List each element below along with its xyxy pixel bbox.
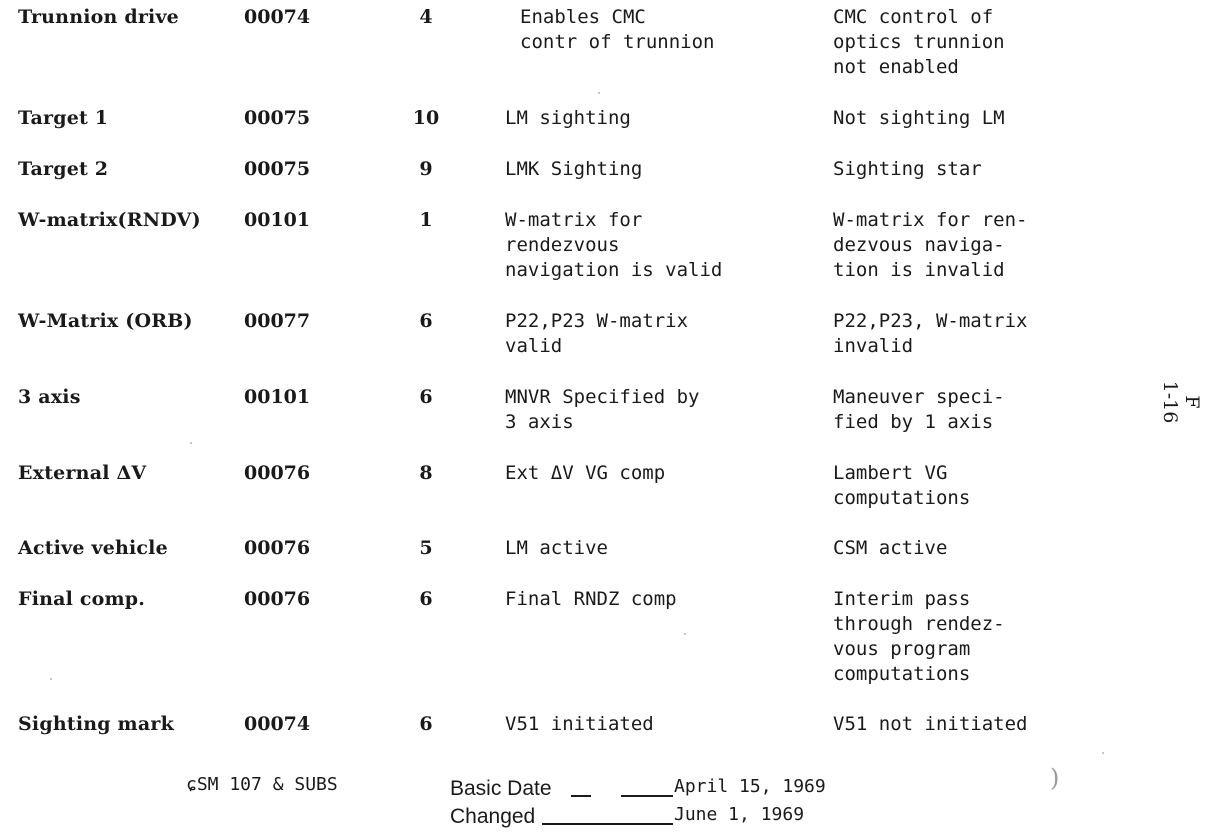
flag-address: 00075 [244, 158, 311, 180]
reset-meaning: V51 not initiated [833, 713, 1028, 735]
table-row [0, 587, 1080, 685]
set-meaning: Ext ΔV VG comp [505, 462, 666, 484]
basic-date-rule [571, 795, 591, 797]
table-row [0, 208, 1080, 298]
flag-bit: 1 [419, 209, 433, 231]
changed-date-value: June 1, 1969 [674, 804, 805, 825]
flag-bit: 10 [412, 107, 440, 129]
scan-speck [50, 678, 52, 680]
flag-address: 00076 [244, 462, 311, 484]
set-meaning: P22,P23 W-matrix valid [505, 310, 689, 357]
changed-date-line [450, 802, 870, 830]
reset-meaning: Sighting star [833, 158, 982, 180]
flag-bit: 4 [419, 6, 433, 28]
flag-bit: 8 [419, 462, 433, 484]
document-id: ɕSM 107 & SUBS [186, 774, 338, 795]
flag-name: Sighting mark [18, 713, 174, 735]
basic-date-line [450, 774, 870, 802]
flag-name: Active vehicle [18, 537, 168, 559]
page-number-tab [1133, 372, 1203, 432]
set-meaning: V51 initiated [505, 713, 654, 735]
set-meaning: LM active [505, 537, 608, 559]
changed-date-label: Changed [450, 805, 536, 828]
basic-date-label: Basic Date [450, 777, 552, 800]
section-letter: F [1181, 395, 1203, 409]
flag-address: 00074 [244, 6, 311, 28]
reset-meaning: CSM active [833, 537, 948, 559]
flag-address: 00076 [244, 588, 311, 610]
set-meaning: MNVR Specified by 3 axis [505, 386, 700, 433]
revision-block [450, 774, 870, 834]
changed-date-rule [542, 823, 673, 825]
flag-name: 3 axis [18, 386, 81, 408]
flag-name: Final comp. [18, 588, 146, 610]
reset-meaning: Lambert VG computations [833, 462, 971, 509]
flag-address: 00101 [244, 209, 311, 231]
reset-meaning: Maneuver speci- fied by 1 axis [833, 386, 1005, 433]
flag-bit: 6 [419, 386, 433, 408]
flag-name: External ΔV [18, 462, 147, 484]
set-meaning: LM sighting [505, 107, 631, 129]
flag-name: Target 2 [18, 158, 109, 180]
flag-name: W-matrix(RNDV) [18, 209, 201, 231]
set-meaning: Final RNDZ comp [505, 588, 677, 610]
flag-bit: 6 [419, 310, 433, 332]
reset-meaning: W-matrix for ren- dezvous naviga- tion is invalid [833, 209, 1028, 281]
flag-bit: 9 [419, 158, 433, 180]
stray-mark: ) [1050, 764, 1060, 792]
flag-address: 00074 [244, 713, 311, 735]
flag-bit: 6 [419, 713, 433, 735]
flag-bit: 5 [419, 537, 433, 559]
reset-meaning: Not sighting LM [833, 107, 1005, 129]
flag-address: 00075 [244, 107, 311, 129]
scan-speck [190, 442, 192, 444]
reset-meaning: P22,P23, W-matrix invalid [833, 310, 1028, 357]
basic-date-rule [621, 795, 673, 797]
flag-address: 00077 [244, 310, 311, 332]
set-meaning: W-matrix for rendezvous navigation is valid [505, 209, 723, 281]
scan-speck [684, 633, 686, 635]
scan-speck [1102, 752, 1104, 754]
flag-bit: 6 [419, 588, 433, 610]
scan-speck [598, 92, 600, 94]
table-row [0, 5, 1080, 95]
flag-name: Target 1 [18, 107, 109, 129]
set-meaning: LMK Sighting [505, 158, 643, 180]
flag-name: W-Matrix (ORB) [18, 310, 193, 332]
reset-meaning: CMC control of optics trunnion not enabled [833, 6, 1005, 78]
flag-address: 00076 [244, 537, 311, 559]
reset-meaning: Interim pass through rendez- vous program computations [833, 588, 1005, 685]
page-number: 1-16 [1159, 380, 1181, 424]
set-meaning: Enables CMC contr of trunnion [520, 6, 715, 53]
flag-address: 00101 [244, 386, 311, 408]
flag-name: Trunnion drive [18, 6, 179, 28]
basic-date-value: April 15, 1969 [674, 776, 826, 797]
